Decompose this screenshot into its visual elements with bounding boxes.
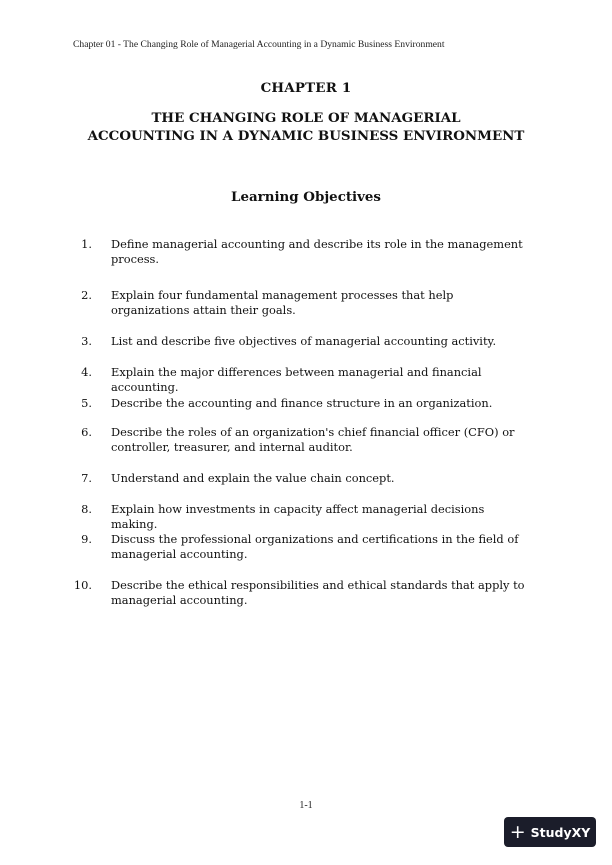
- objective-item: [0, 237, 612, 288]
- objective-text: Define managerial accounting and describe its role in the management process.: [111, 237, 523, 267]
- objective-text: Describe the ethical responsibilities and ethical standards that apply to managerial accounting.: [111, 578, 525, 608]
- objective-item: [0, 288, 612, 334]
- objective-number: 4.: [81, 365, 92, 379]
- objective-number: 1.: [81, 237, 92, 251]
- brand-label: StudyXY: [530, 824, 591, 840]
- objective-number: 9.: [81, 532, 92, 546]
- objective-text: List and describe five objectives of managerial accounting activity.: [111, 334, 497, 348]
- objective-text: Describe the accounting and finance structure in an organization.: [111, 396, 493, 410]
- objective-number: 7.: [81, 471, 92, 485]
- objective-item: [0, 502, 612, 532]
- chapter-title-line-2: ACCOUNTING IN A DYNAMIC BUSINESS ENVIRONMENT: [87, 128, 525, 144]
- learning-objectives-heading: Learning Objectives: [231, 189, 381, 205]
- objective-number: 8.: [81, 502, 92, 516]
- studyxy-badge[interactable]: [504, 817, 596, 847]
- objective-number: 6.: [81, 425, 92, 439]
- objective-text: Describe the roles of an organization's chief financial officer (CFO) or controller, treasurer, and internal auditor.: [111, 425, 515, 455]
- objective-item: [0, 425, 612, 471]
- objective-item: [0, 334, 612, 365]
- chapter-title: [0, 109, 612, 145]
- objective-number: 2.: [81, 288, 92, 302]
- page-number: 1-1: [299, 800, 313, 811]
- objective-text: Explain four fundamental management processes that help organizations attain their goals.: [111, 288, 454, 318]
- objective-text: Explain the major differences between managerial and financial accounting.: [111, 365, 482, 395]
- objective-item: [0, 365, 612, 396]
- objective-text: Discuss the professional organizations and certifications in the field of managerial accounting.: [111, 532, 519, 562]
- objective-item: [0, 396, 612, 425]
- objectives-list: [0, 237, 612, 624]
- objective-text: Understand and explain the value chain concept.: [111, 471, 395, 485]
- plus-icon: +: [509, 820, 526, 843]
- objective-number: 10.: [73, 578, 92, 592]
- objective-item: [0, 578, 612, 624]
- objective-item: [0, 471, 612, 502]
- chapter-label: CHAPTER 1: [260, 80, 352, 96]
- chapter-title-line-1: THE CHANGING ROLE OF MANAGERIAL: [151, 110, 461, 126]
- running-header: Chapter 01 - The Changing Role of Managerial Accounting in a Dynamic Business Environment: [73, 39, 445, 50]
- objective-number: 5.: [81, 396, 92, 410]
- objective-number: 3.: [81, 334, 92, 348]
- objective-text: Explain how investments in capacity affect managerial decisions making.: [111, 502, 485, 532]
- objective-item: [0, 532, 612, 578]
